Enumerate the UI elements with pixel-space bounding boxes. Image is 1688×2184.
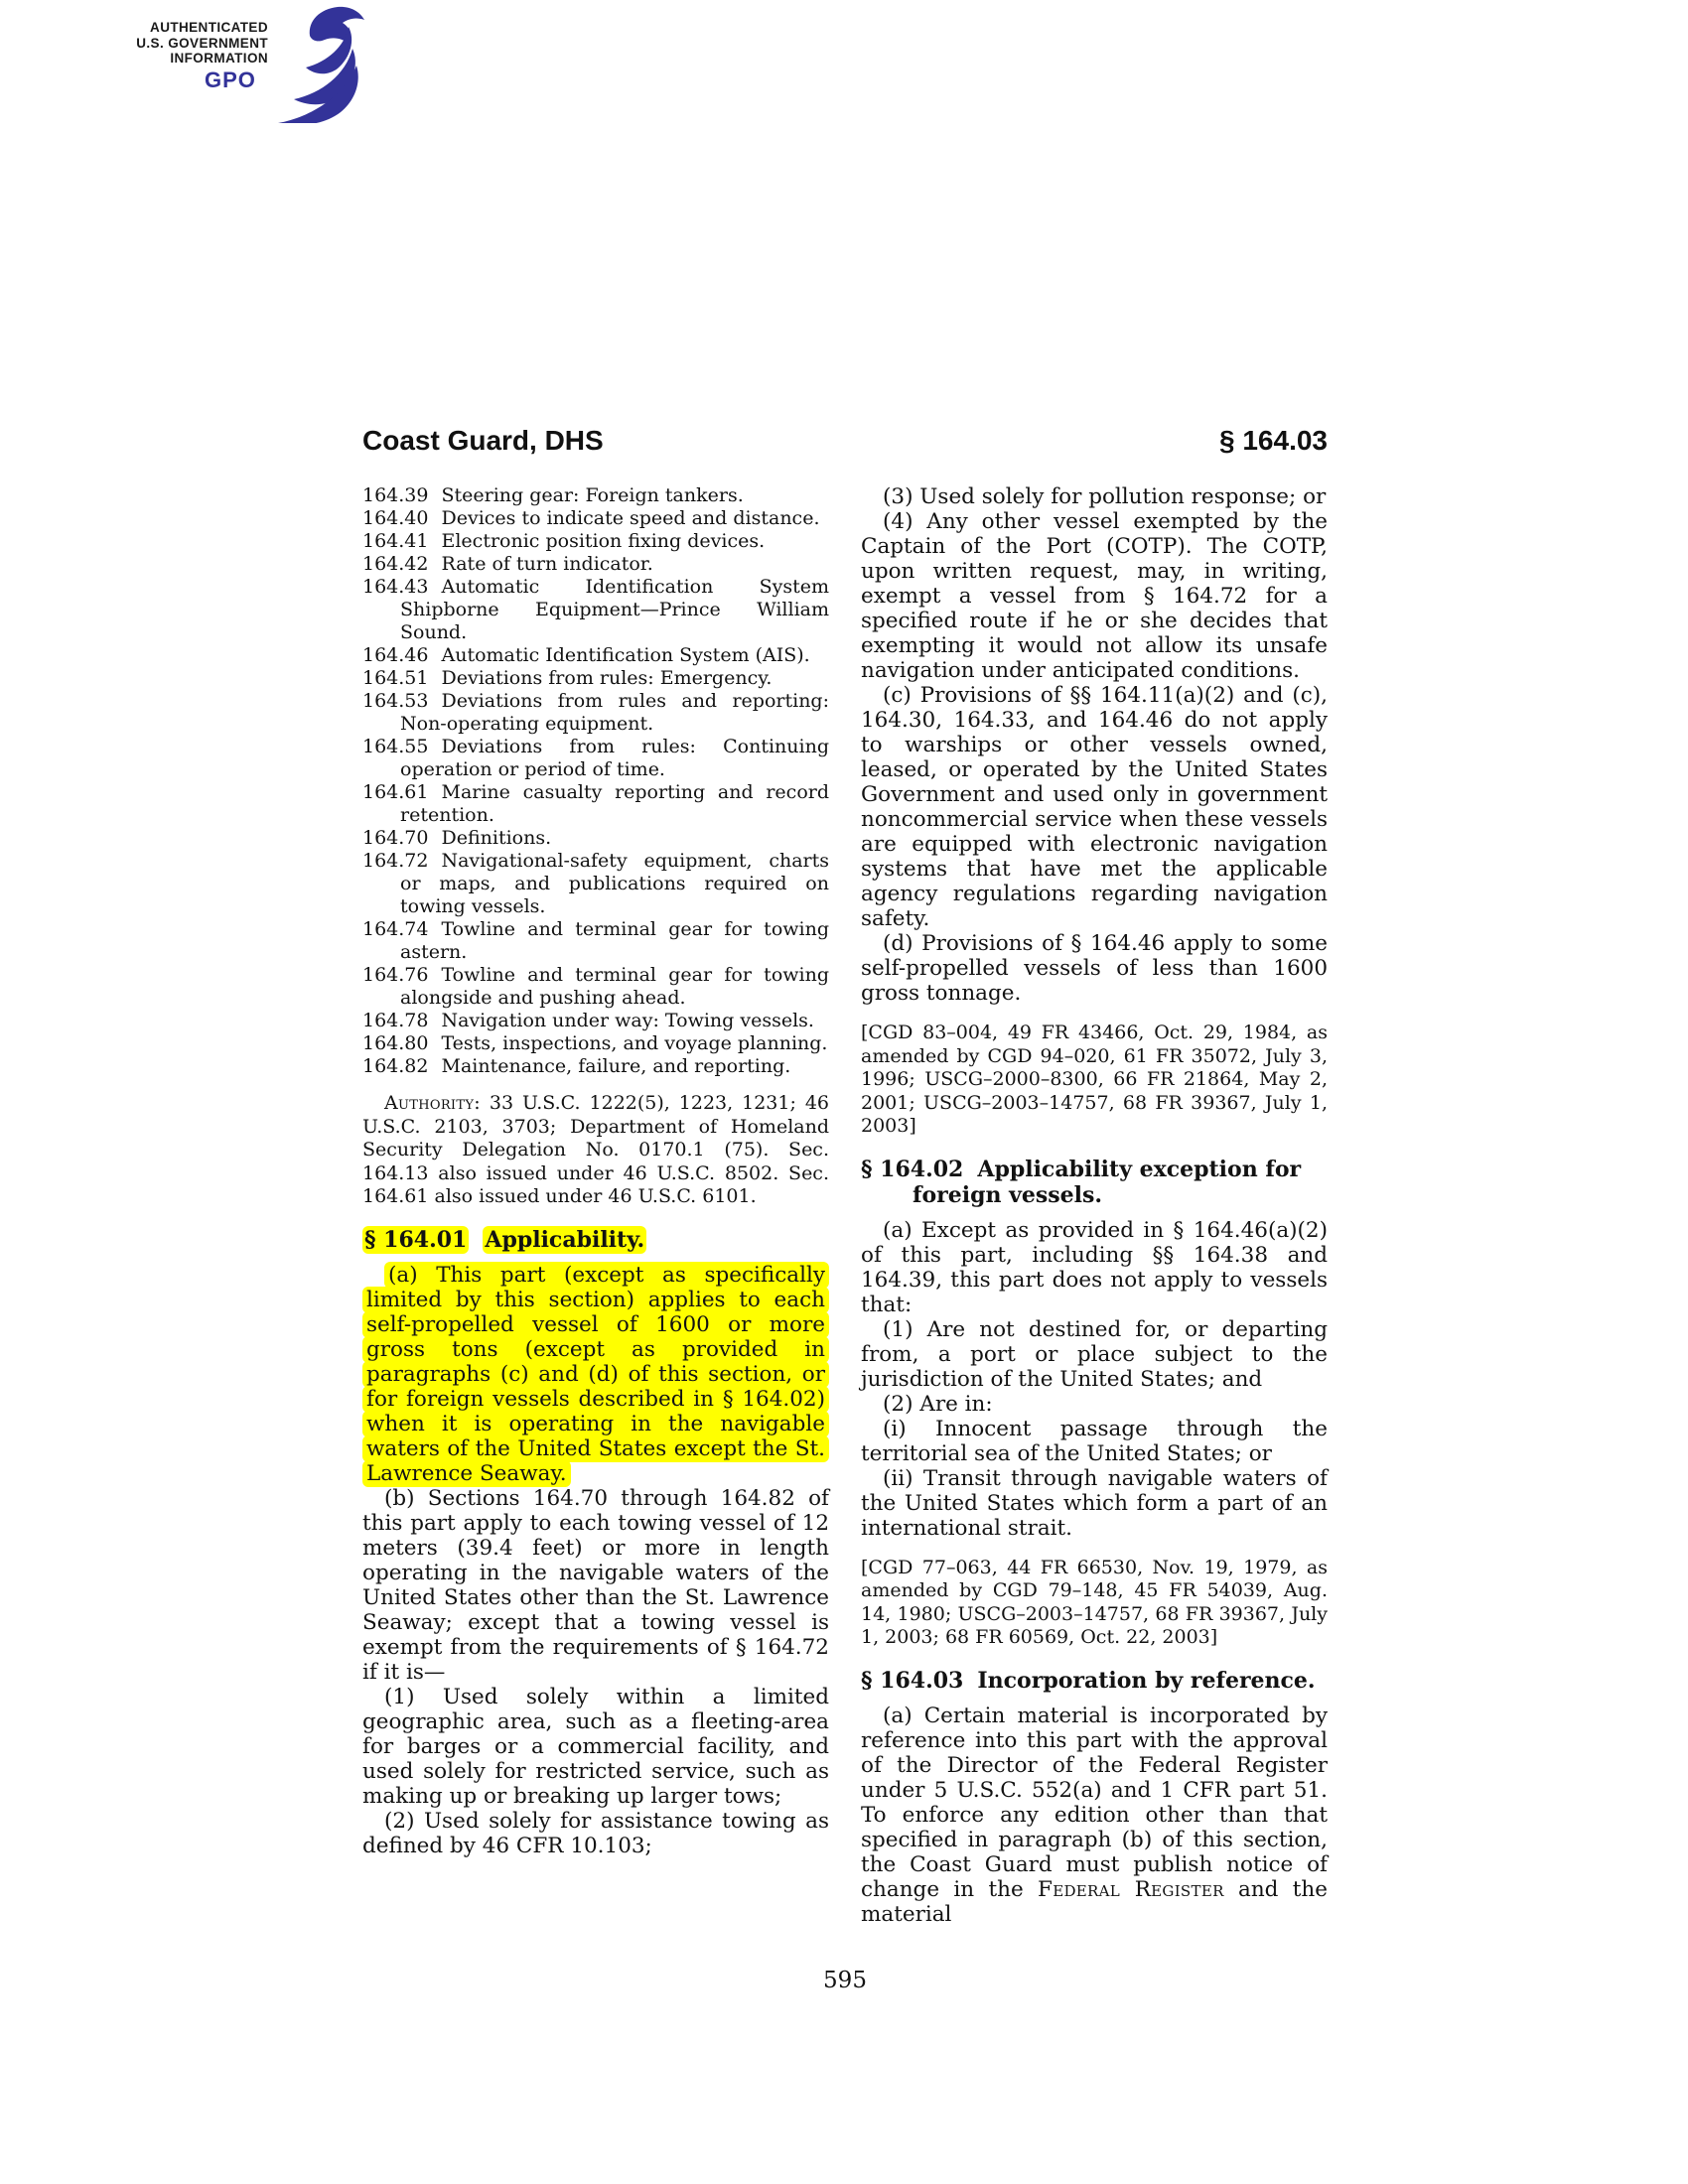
toc-entry: 164.43 Automatic Identification System Shipborne Equipment—Prince William Sound.	[362, 576, 829, 643]
section-heading-164-02	[861, 1157, 1328, 1208]
gpo-authenticated-text	[119, 20, 268, 67]
paragraph-b-164-01: (b) Sections 164.70 through 164.82 of this part apply to each towing vessel of 12 meters (39.4 feet) or more in length operating in the navigable waters of the United States other than the St. Lawrence Seaway; except that a towing vessel is exempt from the requirements of § 164.72 if it is—	[362, 1485, 829, 1685]
toc-entry: 164.40 Devices to indicate speed and distance.	[362, 507, 820, 529]
authority-note	[362, 1092, 829, 1209]
gpo-logo	[119, 6, 348, 125]
toc-entry: 164.72 Navigational-safety equipment, charts or maps, and publications required on towing vessels.	[362, 850, 829, 917]
section-title: Applicability.	[485, 1226, 645, 1253]
toc-entry: 164.61 Marine casualty reporting and record retention.	[362, 781, 829, 826]
running-head	[362, 425, 1328, 457]
running-head-left: Coast Guard, DHS	[362, 425, 604, 456]
federal-register-smallcaps: Federal Register	[1038, 1876, 1224, 1902]
toc-entry: 164.80 Tests, inspections, and voyage planning.	[362, 1032, 828, 1054]
right-column	[861, 484, 1328, 1927]
table-of-sections	[362, 484, 829, 1078]
item-2-164-01: (2) Used solely for assistance towing as defined by 46 CFR 10.103;	[362, 1808, 829, 1858]
toc-entry: 164.51 Deviations from rules: Emergency.	[362, 667, 773, 689]
section-title: Applicability exception for foreign vessels.	[913, 1156, 1302, 1208]
section-title: Incorporation by reference.	[977, 1667, 1316, 1694]
item-1-164-01: (1) Used solely within a limited geographic area, such as a fleeting-area for barges or a commercial facility, and used solely for restricted service, such as making up or breaking up larger tows;	[362, 1684, 829, 1809]
toc-entry: 164.76 Towline and terminal gear for towing alongside and pushing ahead.	[362, 964, 829, 1009]
left-column	[362, 484, 829, 1927]
toc-entry: 164.70 Definitions.	[362, 827, 552, 849]
paragraph-a-164-03: (a) Certain material is incorporated by reference into this part with the approval of the Director of the Federal Register under 5 U.S.C. 552(a) and 1 CFR part 51. To enforce any edition other than that specified in paragraph (b) of this section, the Coast Guard must publish notice of change in the Federal Register and the material	[861, 1703, 1328, 1927]
section-number: § 164.01	[364, 1226, 468, 1253]
gpo-text-line3: INFORMATION	[170, 51, 268, 66]
section-number: § 164.03	[861, 1667, 964, 1694]
gpo-text-line2: U.S. GOVERNMENT	[136, 35, 268, 51]
section-number: § 164.02	[861, 1156, 964, 1182]
toc-entry: 164.74 Towline and terminal gear for towing astern.	[362, 918, 829, 963]
gpo-text-line1: AUTHENTICATED	[150, 20, 268, 35]
gpo-acronym: GPO	[205, 68, 256, 92]
item-i-164-02: (i) Innocent passage through the territorial sea of the United States; or	[861, 1416, 1328, 1466]
running-head-right: § 164.03	[1219, 425, 1328, 456]
citation-164-01: [CGD 83–004, 49 FR 43466, Oct. 29, 1984, as amended by CGD 94–020, 61 FR 35072, July 3, 1996; USCG–2000–8300, 66 FR 21864, May 2, 2001; USCG–2003–14757, 68 FR 39367, July 1, 2003]	[861, 1022, 1328, 1137]
item-4-164-01: (4) Any other vessel exempted by the Captain of the Port (COTP). The COTP, upon written request, may, in writing, exempt a vessel from § 164.72 for a specified route if he or she decides that exempting it would not allow its unsafe navigation under anticipated conditions.	[861, 509, 1328, 683]
toc-entry: 164.78 Navigation under way: Towing vessels.	[362, 1010, 814, 1031]
item-3-164-01: (3) Used solely for pollution response; or	[883, 484, 1327, 509]
gpo-eagle-icon	[266, 6, 369, 123]
toc-entry: 164.53 Deviations from rules and reporting: Non-operating equipment.	[362, 690, 829, 735]
section-heading-164-01	[362, 1227, 829, 1253]
citation-164-02: [CGD 77–063, 44 FR 66530, Nov. 19, 1979, as amended by CGD 79–148, 45 FR 54039, Aug. 14, 1980; USCG–2003–14757, 68 FR 39367, July 1, 2003; 68 FR 60569, Oct. 22, 2003]	[861, 1556, 1328, 1648]
toc-entry: 164.42 Rate of turn indicator.	[362, 553, 653, 575]
toc-entry: 164.41 Electronic position fixing devices.	[362, 530, 766, 552]
page-columns	[362, 484, 1328, 1927]
toc-entry: 164.55 Deviations from rules: Continuing operation or period of time.	[362, 736, 829, 780]
paragraph-a-164-01: (a) This part (except as specifically limited by this section) applies to each self-propelled vessel of 1600 or more gross tons (except as provided in paragraphs (c) and (d) of this section, or for foreign vessels described in § 164.02) when it is operating in the navigable waters of the United States except the St. Lawrence Seaway.	[362, 1263, 829, 1486]
paragraph-c-164-01: (c) Provisions of §§ 164.11(a)(2) and (c), 164.30, 164.33, and 164.46 do not apply to warships or other vessels owned, leased, or operated by the United States Government and used only in government noncommercial service when these vessels are equipped with electronic navigation systems that have met the applicable agency regulations regarding navigation safety.	[861, 683, 1328, 931]
page-number: 595	[823, 1968, 867, 1993]
authority-label: Authority:	[384, 1092, 481, 1114]
toc-entry: 164.39 Steering gear: Foreign tankers.	[362, 484, 744, 506]
toc-entry: 164.46 Automatic Identification System (AIS).	[362, 644, 810, 666]
section-heading-164-03	[861, 1668, 1328, 1694]
item-1-164-02: (1) Are not destined for, or departing from, a port or place subject to the jurisdiction of the United States; and	[861, 1316, 1328, 1392]
paragraph-a-164-02: (a) Except as provided in § 164.46(a)(2) of this part, including §§ 164.38 and 164.39, this part does not apply to vessels that:	[861, 1217, 1328, 1317]
item-2-164-02: (2) Are in:	[883, 1391, 993, 1417]
paragraph-d-164-01: (d) Provisions of § 164.46 apply to some self-propelled vessels of less than 1600 gross tonnage.	[861, 931, 1328, 1006]
authority-text: 33 U.S.C. 1222(5), 1223, 1231; 46 U.S.C. 2103, 3703; Department of Homeland Security Delegation No. 0170.1 (75). Sec. 164.13 also issued under 46 U.S.C. 8502. Sec. 164.61 also issued under 46 U.S.C. 6101.	[362, 1092, 829, 1207]
toc-entry: 164.82 Maintenance, failure, and reporting.	[362, 1055, 791, 1077]
item-ii-164-02: (ii) Transit through navigable waters of the United States which form a part of an international strait.	[861, 1465, 1328, 1541]
